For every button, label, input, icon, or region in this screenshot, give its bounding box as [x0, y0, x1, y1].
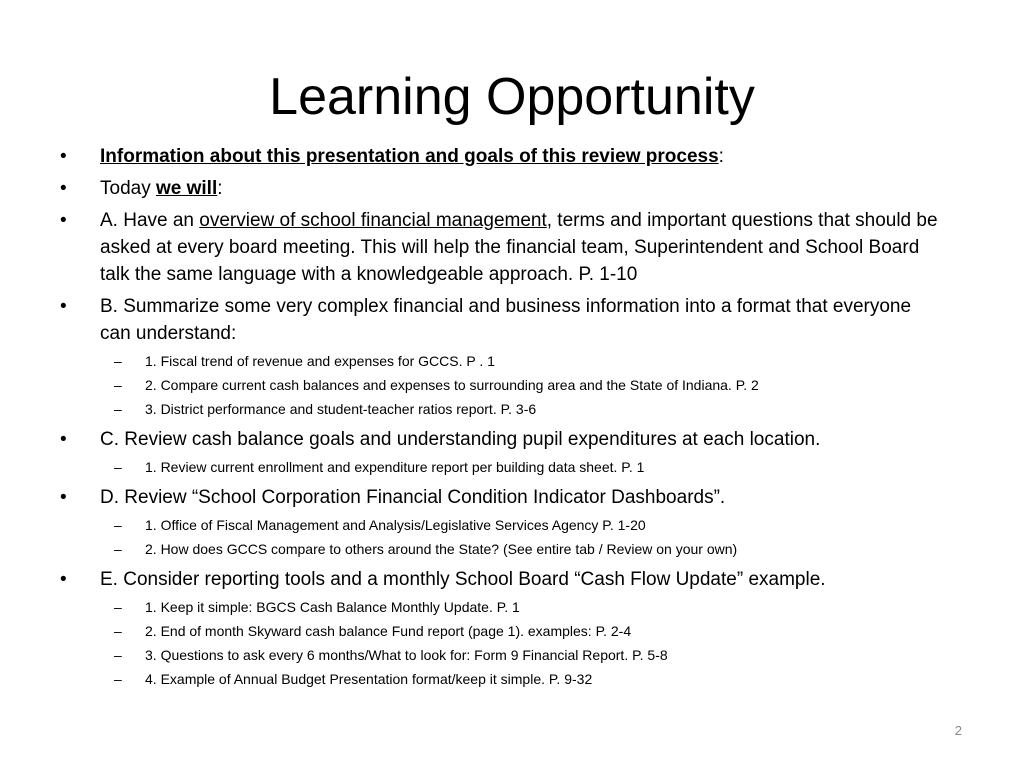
sub-item [60, 540, 940, 559]
dash-icon: – [114, 647, 122, 663]
sub-item-text: 1. Fiscal trend of revenue and expenses for GCCS. P . 1 [145, 353, 495, 369]
bullet-today-suffix: : [217, 178, 223, 199]
bullet-item-info [60, 143, 940, 170]
dash-icon: – [114, 353, 122, 369]
dash-icon: – [114, 377, 122, 393]
sub-item-text: 1. Keep it simple: BGCS Cash Balance Monthly Update. P. 1 [145, 599, 520, 615]
sub-item [60, 622, 940, 641]
sub-item-text: 4. Example of Annual Budget Presentation format/keep it simple. P. 9-32 [145, 671, 593, 687]
bullet-a-suffix: , terms and important questions that should be asked at every board meeting. This will help the financial team, Superintendent and School Board talk the same language with a knowledgeable approach. P. 1-10 [100, 210, 938, 285]
bullet-a-underlined: overview of school financial management [199, 210, 547, 231]
sub-item [60, 352, 940, 371]
bullet-b-text: B. Summarize some very complex financial and business information into a format that everyone can understand: [100, 296, 912, 344]
bullet-item-e [60, 566, 940, 593]
sub-item-text: 2. End of month Skyward cash balance Fund report (page 1). examples: P. 2-4 [145, 623, 632, 639]
page-number: 2 [954, 723, 962, 738]
bullet-item-a [60, 207, 940, 288]
bullet-d-text: D. Review “School Corporation Financial Condition Indicator Dashboards”. [100, 487, 726, 508]
bullet-item-today [60, 175, 940, 202]
sub-item-text: 1. Office of Fiscal Management and Analysis/Legislative Services Agency P. 1-20 [145, 517, 646, 533]
sub-item [60, 646, 940, 665]
slide-title: Learning Opportunity [269, 68, 755, 126]
sub-item-text: 1. Review current enrollment and expenditure report per building data sheet. P. 1 [145, 459, 645, 475]
sub-item [60, 376, 940, 395]
bullet-icon: • [60, 296, 67, 317]
bullet-a-prefix: A. Have an [100, 210, 200, 231]
sub-item-text: 2. How does GCCS compare to others around the State? (See entire tab / Review on your own) [145, 541, 738, 557]
dash-icon: – [114, 541, 122, 557]
sub-item [60, 598, 940, 617]
bullet-icon: • [60, 210, 67, 231]
dash-icon: – [114, 599, 122, 615]
bullet-today-emphasis: we will [155, 178, 218, 199]
bullet-icon: • [60, 429, 67, 450]
bullet-icon: • [60, 178, 67, 199]
sub-item-text: 3. Questions to ask every 6 months/What to look for: Form 9 Financial Report. P. 5-8 [145, 647, 668, 663]
sub-item [60, 458, 940, 477]
dash-icon: – [114, 671, 122, 687]
bullet-icon: • [60, 146, 67, 167]
dash-icon: – [114, 401, 122, 417]
dash-icon: – [114, 623, 122, 639]
bullet-item-c [60, 426, 940, 453]
bullet-today-prefix: Today [100, 178, 156, 199]
bullet-info-heading: Information about this presentation and goals of this review process [100, 146, 719, 167]
bullet-c-text: C. Review cash balance goals and understanding pupil expenditures at each location. [100, 429, 821, 450]
bullet-item-b [60, 293, 940, 347]
bullet-icon: • [60, 569, 67, 590]
bullet-e-text: E. Consider reporting tools and a monthly School Board “Cash Flow Update” example. [100, 569, 826, 590]
bullet-icon: • [60, 487, 67, 508]
sub-item [60, 400, 940, 419]
dash-icon: – [114, 517, 122, 533]
dash-icon: – [114, 459, 122, 475]
bullet-item-d [60, 484, 940, 511]
sub-item [60, 516, 940, 535]
bullet-info-suffix: : [718, 146, 724, 167]
sub-item-text: 2. Compare current cash balances and expenses to surrounding area and the State of Indiana. P. 2 [145, 377, 759, 393]
sub-item-text: 3. District performance and student-teacher ratios report. P. 3-6 [145, 401, 537, 417]
bullet-list [60, 143, 940, 694]
sub-item [60, 670, 940, 689]
